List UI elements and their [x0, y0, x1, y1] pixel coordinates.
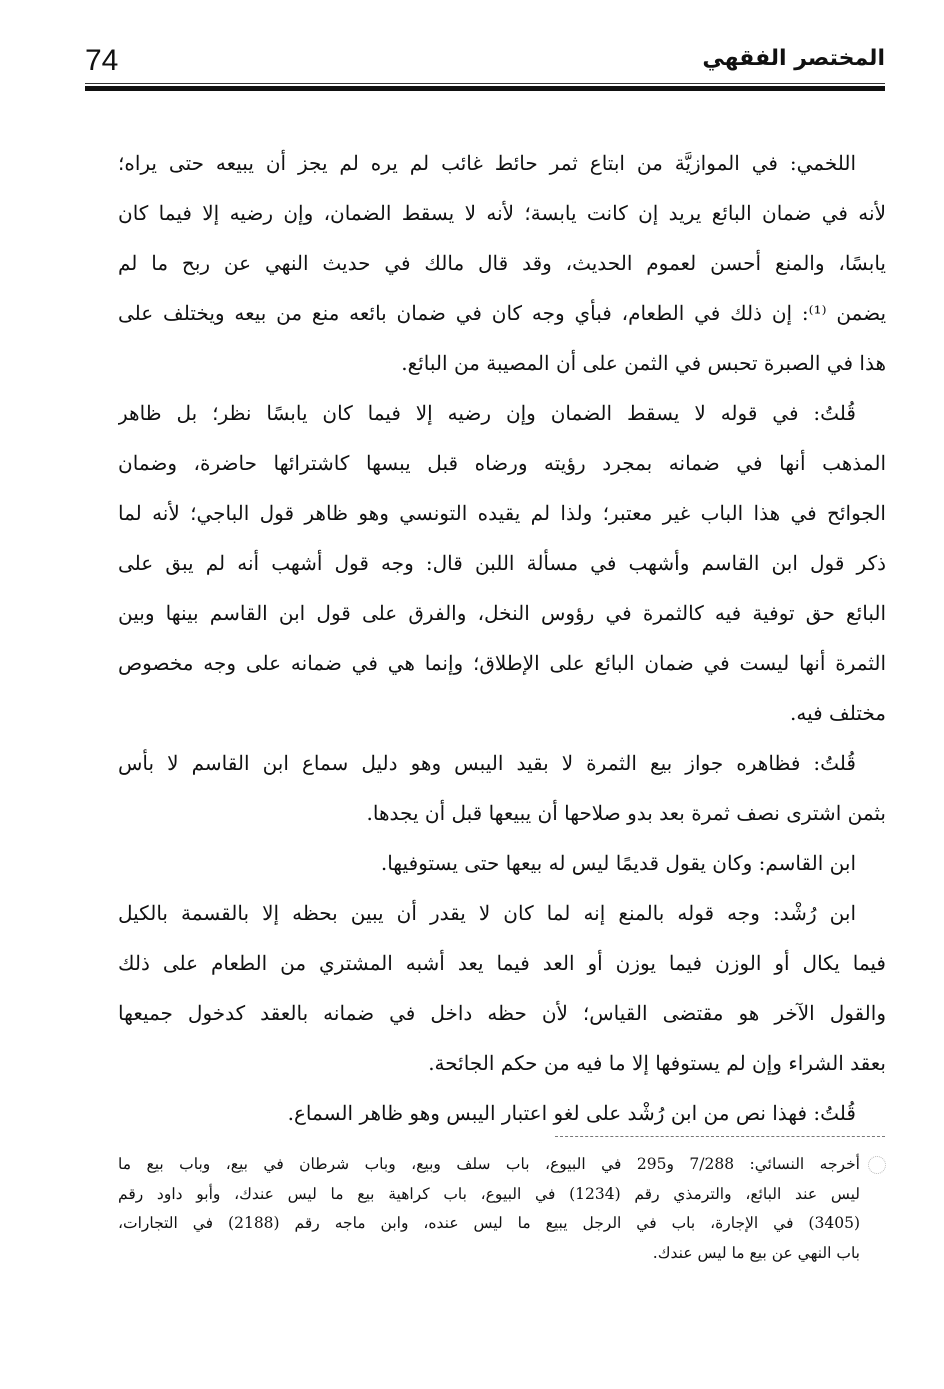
text-line: ابن القاسم: وكان يقول قديمًا ليس له بيعها حتى يستوفيها. [380, 851, 856, 875]
header-rule-thin [85, 83, 885, 84]
book-title: المختصر الفقهي [702, 46, 885, 71]
text-line: يضمن ⁽¹⁾: إن ذلك في الطعام، فبأي وجه كان في ضمان بائعه منع من بيعه ويختلف على [118, 301, 886, 325]
text-line: هذا في الصبرة تحبس في الثمن على أن المصيبة من البائع. [401, 351, 886, 375]
text-line: اللخمي: في الموازيَّة من ابتاع ثمر حائط غائب لم يره لم يجز أن يبيعه حتى يراه؛ [118, 151, 856, 175]
text-line: بعقد الشراء وإن لم يستوفها إلا ما فيه من حكم الجائحة. [428, 1051, 886, 1075]
text-line: مختلف فيه. [789, 701, 886, 725]
text-line: الجوائح في هذا الباب غير معتبر؛ ولذا لم يقيده التونسي وهو ظاهر قول الباجي؛ لأنه لما [118, 501, 886, 525]
footnote-line: (3405) في الإجارة، باب في الرجل يبيع ما ليس عنده، وابن ماجه رقم (2188) في التجارات، [118, 1214, 860, 1232]
page-number: 74 [85, 44, 119, 77]
text-line: قُلتُ: في قوله لا يسقط الضمان وإن رضيه إلا فيما كان يابسًا نظر؛ بل ظاهر [118, 401, 856, 425]
text-line: الثمرة أنها ليست في ضمان البائع على الإطلاق؛ وإنما هي في ضمانه على وجه مخصوص [118, 651, 886, 675]
footnote-line: ليس عند البائع، والترمذي رقم (1234) في البيوع، باب كراهية بيع ما ليس عندك، وأبو داود رقم [118, 1184, 860, 1203]
text-line: لأنه في ضمان البائع يريد إن كانت يابسة؛ لأنه لا يسقط الضمان، وإن رضيه إلا فيما كان [118, 201, 886, 225]
text-line: قُلتُ: فهذا نص من ابن رُشْد على لغو اعتبار اليبس وهو ظاهر السماع. [287, 1101, 856, 1125]
footnote [118, 1150, 886, 1268]
text-line: يابسًا، والمنع أحسن لعموم الحديث، وقد قال مالك في حديث النهي عن ربح ما لم [118, 251, 886, 275]
text-line: البائع حق توفية فيه كالثمرة في رؤوس النخل، والفرق على قول ابن القاسم بينها وبين [118, 601, 886, 625]
text-line: والقول الآخر هو مقتضى القياس؛ لأن حظه داخل في ضمانه بالعقد كدخول جميعها [118, 1001, 886, 1025]
text-line: قُلتُ: فظاهره جواز بيع الثمرة لا بقيد اليبس وهو دليل سماع ابن القاسم لا بأس [118, 751, 856, 775]
text-line: ذكر قول ابن القاسم وأشهب في مسألة اللبن قال: وجه قول أشهب أنه لم يبق على [118, 551, 886, 575]
header-rule-thick [85, 86, 885, 91]
footnote-line: باب النهي عن بيع ما ليس عندك. [652, 1243, 860, 1262]
footnote-separator [555, 1136, 885, 1137]
main-text [118, 138, 886, 1138]
text-line: المذهب أنها في ضمانه بمجرد رؤيته ورضاه قبل يبسها كاشترائها حاضرة، وضمان [118, 451, 886, 475]
text-line: بثمن اشترى نصف ثمرة بعد بدو صلاحها أن يبيعها قبل أن يجدها. [366, 801, 886, 825]
footnote-marker-icon [868, 1156, 886, 1174]
text-line: ابن رُشْد: وجه قوله بالمنع إنه لما كان لا يقدر أن يبين بحظه إلا بالقسمة بالكيل [118, 901, 856, 925]
text-line: فيما يكال أو الوزن فيما يوزن أو العد فيما يعد أشبه المشتري من الطعام على ذلك [118, 951, 886, 975]
footnote-line: أخرجه النسائي: 7/288 و295 في البيوع، باب سلف وبيع، وباب شرطان في بيع، وباب بيع ما [118, 1155, 860, 1173]
